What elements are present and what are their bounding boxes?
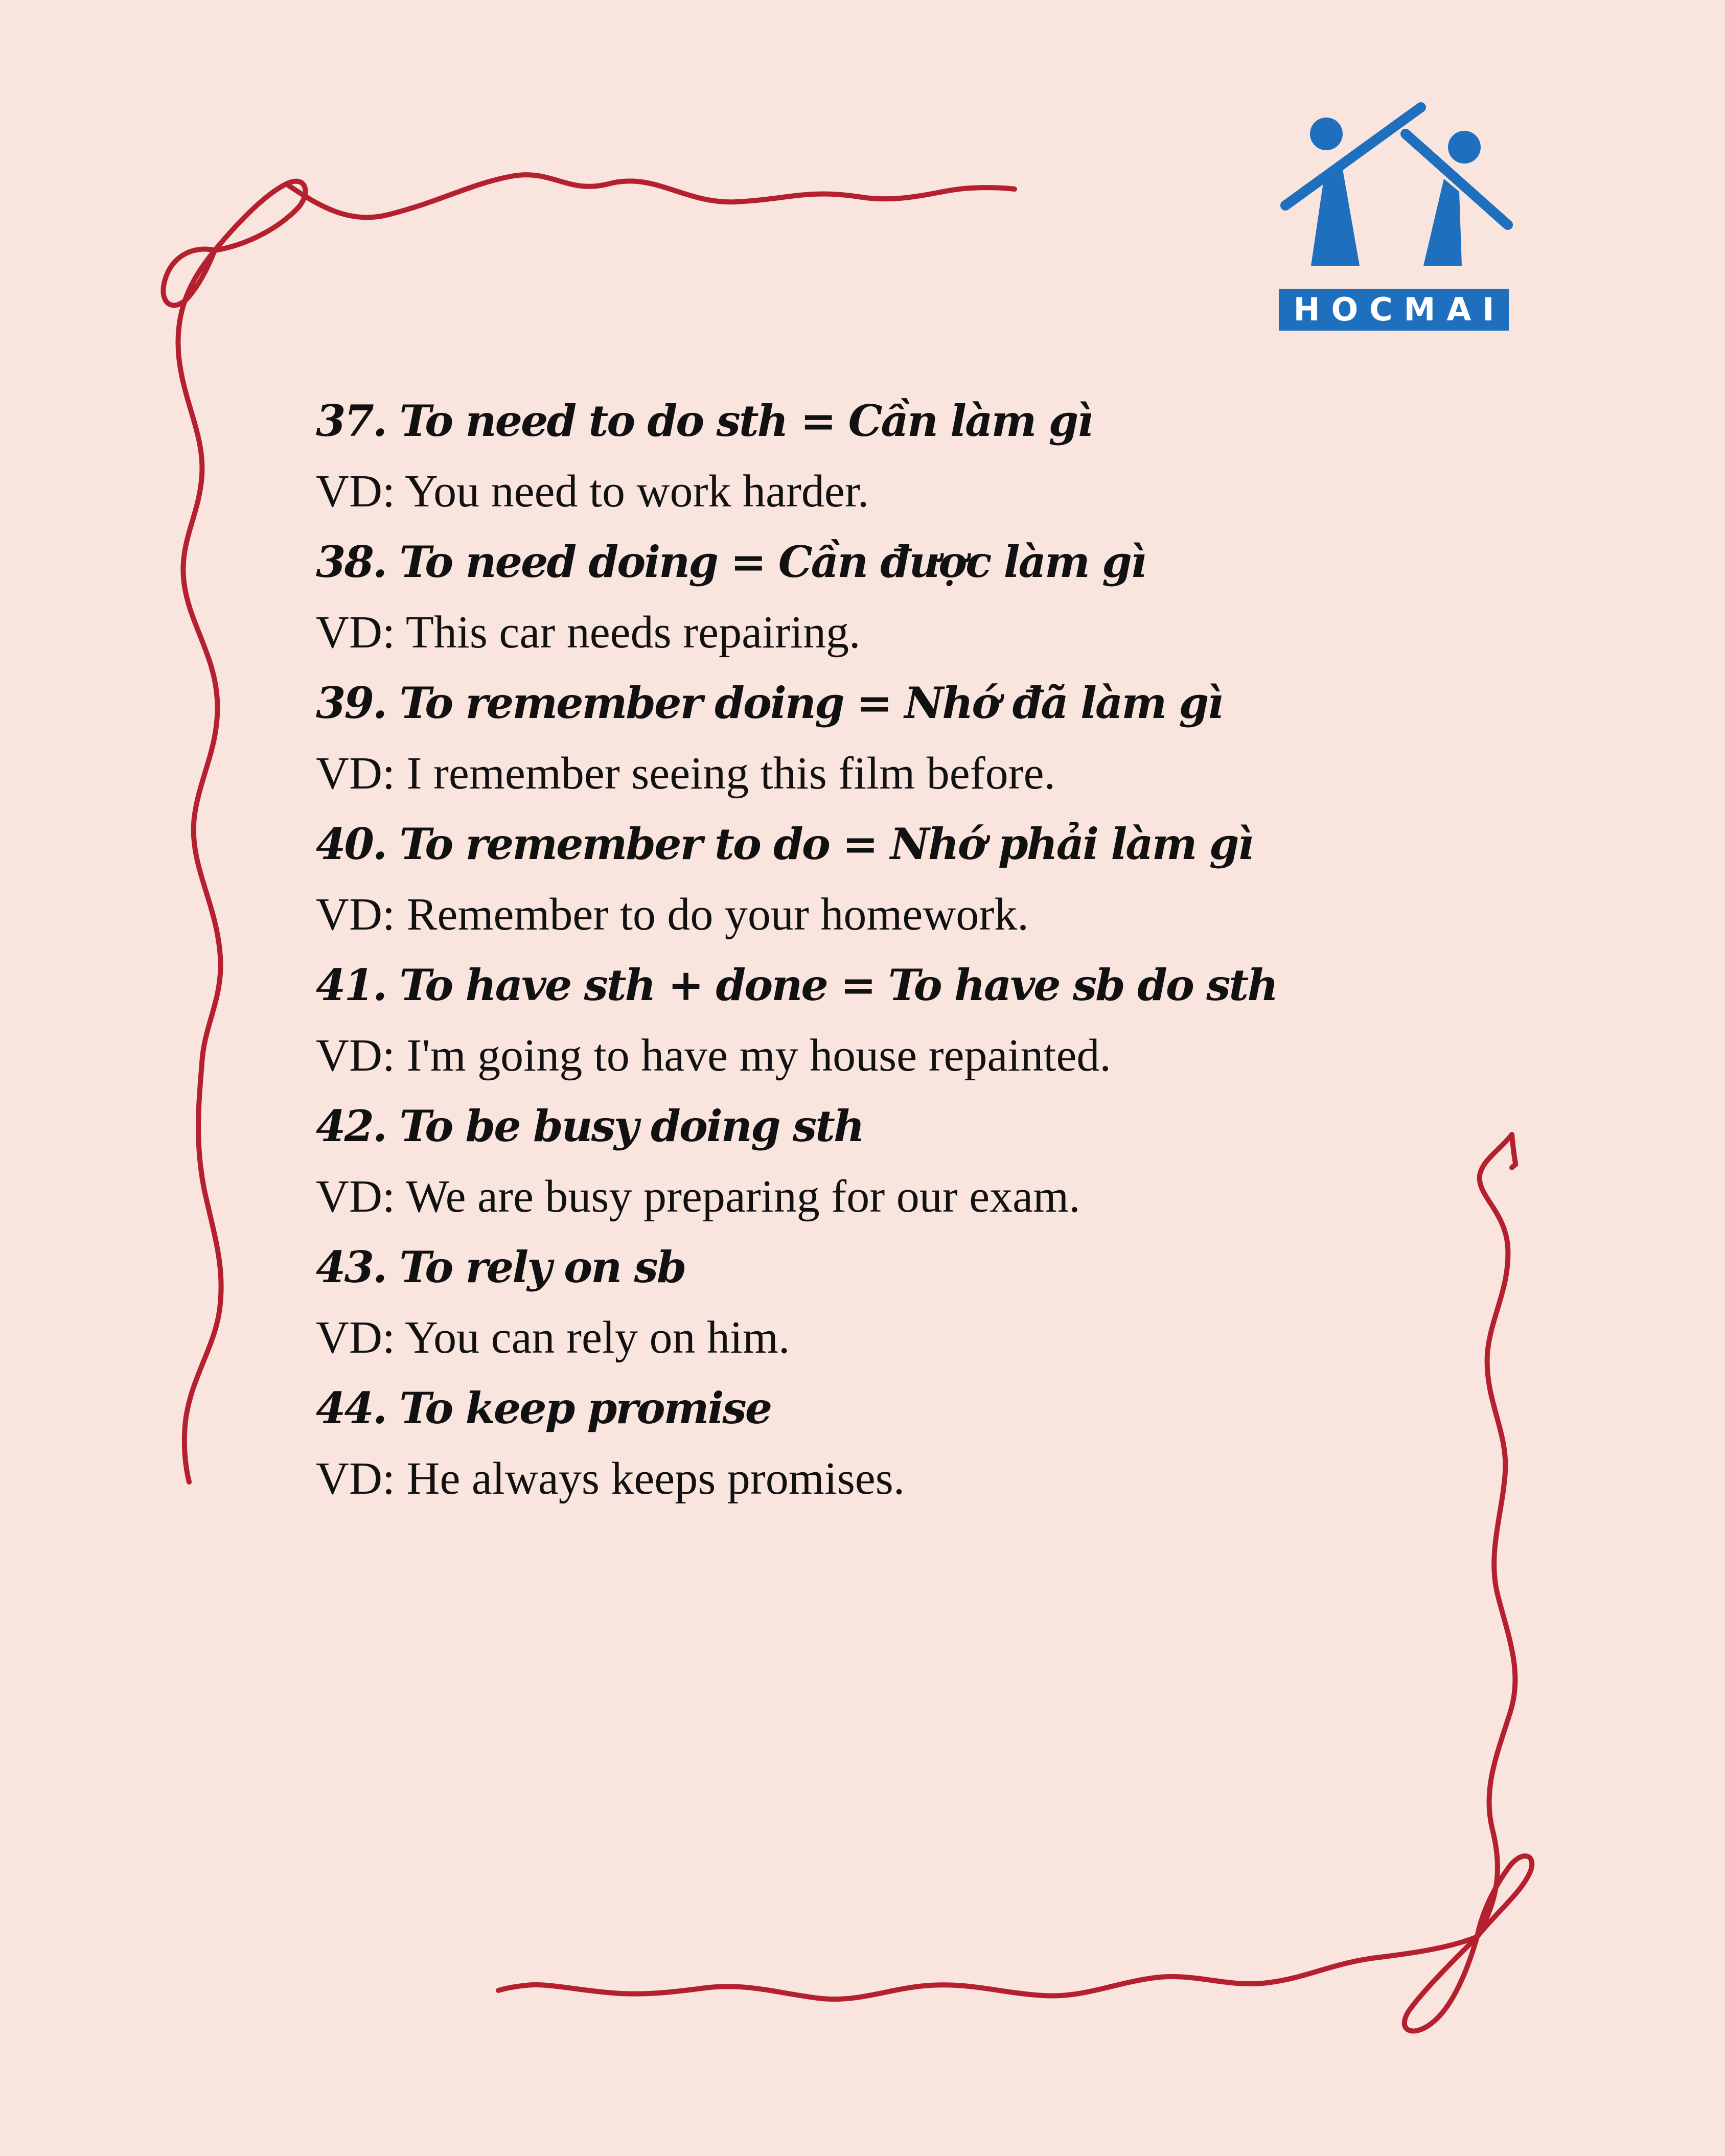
item-example: VD: I'm going to have my house repainted. <box>316 1030 1111 1081</box>
bottom-ribbon <box>498 1937 1477 1999</box>
item-heading: 42. To be busy doing sth <box>316 1101 863 1151</box>
list-item <box>316 809 1415 950</box>
item-example: VD: We are busy preparing for our exam. <box>316 1171 1080 1222</box>
item-heading: 37. To need to do sth = Cần làm gì <box>316 396 1092 446</box>
item-heading: 44. To keep promise <box>316 1383 771 1433</box>
top-ribbon <box>286 175 1015 217</box>
logo-wordmark: HOCMAI <box>1279 289 1509 331</box>
item-example: VD: He always keeps promises. <box>316 1453 905 1504</box>
item-example: VD: You need to work harder. <box>316 466 869 517</box>
top-left-bow <box>215 181 305 250</box>
left-ribbon <box>178 250 221 1482</box>
right-ribbon <box>1477 1134 1515 1937</box>
item-heading: 40. To remember to do = Nhớ phải làm gì <box>316 819 1253 869</box>
list-item <box>316 527 1415 668</box>
item-example: VD: Remember to do your homework. <box>316 889 1029 940</box>
list-item <box>316 1373 1415 1514</box>
hocmai-logo <box>1275 102 1513 332</box>
list-item <box>316 668 1415 809</box>
list-item <box>316 1091 1415 1232</box>
two-people-raising-hands-icon <box>1275 102 1513 291</box>
item-heading: 39. To remember doing = Nhớ đã làm gì <box>316 678 1223 728</box>
item-heading: 43. To rely on sb <box>316 1242 685 1292</box>
item-heading: 41. To have sth + done = To have sb do sth <box>316 960 1277 1010</box>
item-heading: 38. To need doing = Cần được làm gì <box>316 537 1145 587</box>
item-example: VD: I remember seeing this film before. <box>316 748 1056 799</box>
grammar-list <box>316 386 1415 1514</box>
list-item <box>316 950 1415 1091</box>
item-example: VD: This car needs repairing. <box>316 607 861 658</box>
list-item <box>316 1232 1415 1373</box>
list-item <box>316 386 1415 527</box>
item-example: VD: You can rely on him. <box>316 1312 790 1363</box>
